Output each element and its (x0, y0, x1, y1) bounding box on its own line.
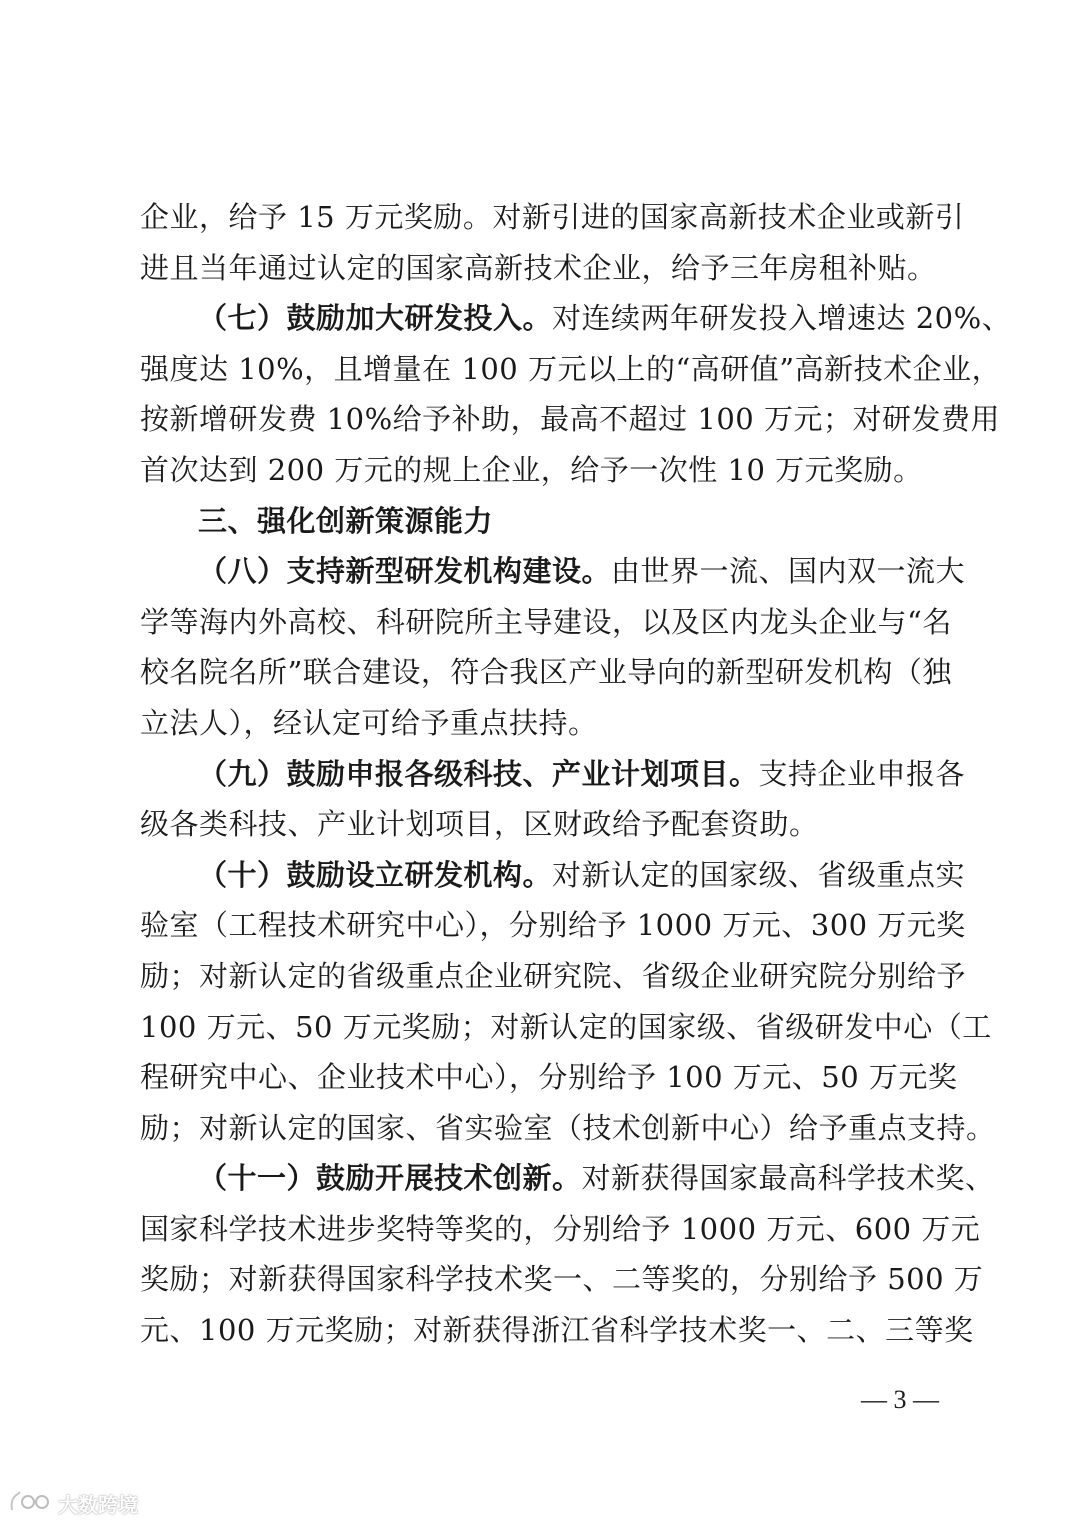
text-line (140, 1204, 981, 1255)
line-text: 励；对新认定的省级重点企业研究院、省级企业研究院分别给予 (140, 958, 967, 993)
document-body (140, 192, 1012, 1356)
clause-title: （八）支持新型研发机构建设。 (198, 554, 612, 589)
line-text: 奖励；对新获得国家科学技术奖一、二等奖的，分别给予 500 万 (140, 1262, 984, 1297)
section-heading (140, 496, 940, 547)
text-line (140, 597, 952, 648)
line-text: 元、100 万元奖励；对新获得浙江省科学技术奖一、二、三等奖 (140, 1313, 974, 1348)
line-text: 立法人），经认定可给予重点扶持。 (140, 705, 598, 740)
text-line (140, 1002, 992, 1053)
text-line (140, 900, 966, 951)
text-line (140, 344, 1002, 395)
line-text: 级各类科技、产业计划项目，区财政给予配套资助。 (140, 807, 819, 842)
text-line (140, 1305, 974, 1356)
heading-text: 三、强化创新策源能力 (198, 503, 494, 538)
text-line (140, 394, 1000, 445)
line-text: 首次达到 200 万元的规上企业，给予一次性 10 万元奖励。 (140, 452, 923, 487)
clause-title: （九）鼓励申报各级科技、产业计划项目。 (198, 756, 759, 791)
line-text: 学等海内外高校、科研院所主导建设，以及区内龙头企业与“名 (140, 604, 952, 639)
line-text: 校名院名所”联合建设，符合我区产业导向的新型研发机构（独 (140, 655, 952, 690)
watermark (8, 1488, 138, 1518)
line-text: 国家科学技术进步奖特等奖的，分别给予 1000 万元、600 万元 (140, 1211, 981, 1246)
text-line (140, 1052, 958, 1103)
clause-title: （十一）鼓励开展技术创新。 (198, 1161, 582, 1196)
line-text: 支持企业申报各 (758, 756, 966, 791)
text-line (140, 1153, 995, 1204)
line-text: 对连续两年研发投入增速达 20%、 (552, 301, 1012, 336)
text-line (140, 546, 966, 597)
text-line (140, 1103, 996, 1154)
text-line (140, 243, 940, 294)
line-text: 企业，给予 15 万元奖励。对新引进的国家高新技术企业或新引 (140, 200, 965, 234)
line-text: 励；对新认定的国家、省实验室（技术创新中心）给予重点支持。 (140, 1110, 996, 1145)
line-text: 程研究中心、企业技术中心），分别给予 100 万元、50 万元奖 (140, 1060, 958, 1095)
line-text: 对新获得国家最高科学技术奖、 (581, 1161, 995, 1196)
line-text: 强度达 10%，且增量在 100 万元以上的“高研值”高新技术企业， (140, 351, 1002, 386)
text-line (140, 647, 952, 698)
text-line (140, 293, 1012, 344)
line-text: 按新增研发费 10%给予补助，最高不超过 100 万元；对研发费用 (140, 402, 1000, 437)
text-line (140, 799, 940, 850)
clause-title: （七）鼓励加大研发投入。 (198, 301, 553, 336)
page-number: — 3 — (861, 1385, 939, 1414)
text-line (140, 698, 940, 749)
text-line (140, 192, 965, 243)
line-text: 对新认定的国家级、省级重点实 (552, 857, 966, 892)
watermark-text: 大数跨境 (58, 1492, 138, 1517)
line-text: 100 万元、50 万元奖励；对新认定的国家级、省级研发中心（工 (140, 1009, 992, 1044)
line-text: 进且当年通过认定的国家高新技术企业，给予三年房租补贴。 (140, 250, 937, 285)
text-line (140, 1254, 984, 1305)
line-text: 由世界一流、国内双一流大 (611, 554, 966, 589)
clause-title: （十）鼓励设立研发机构。 (198, 857, 553, 892)
text-line (140, 850, 966, 901)
text-line (140, 951, 967, 1002)
brand-logo-icon (8, 1488, 52, 1518)
text-line (140, 445, 940, 496)
text-line (140, 749, 966, 800)
line-text: 验室（工程技术研究中心），分别给予 1000 万元、300 万元奖 (140, 908, 966, 943)
